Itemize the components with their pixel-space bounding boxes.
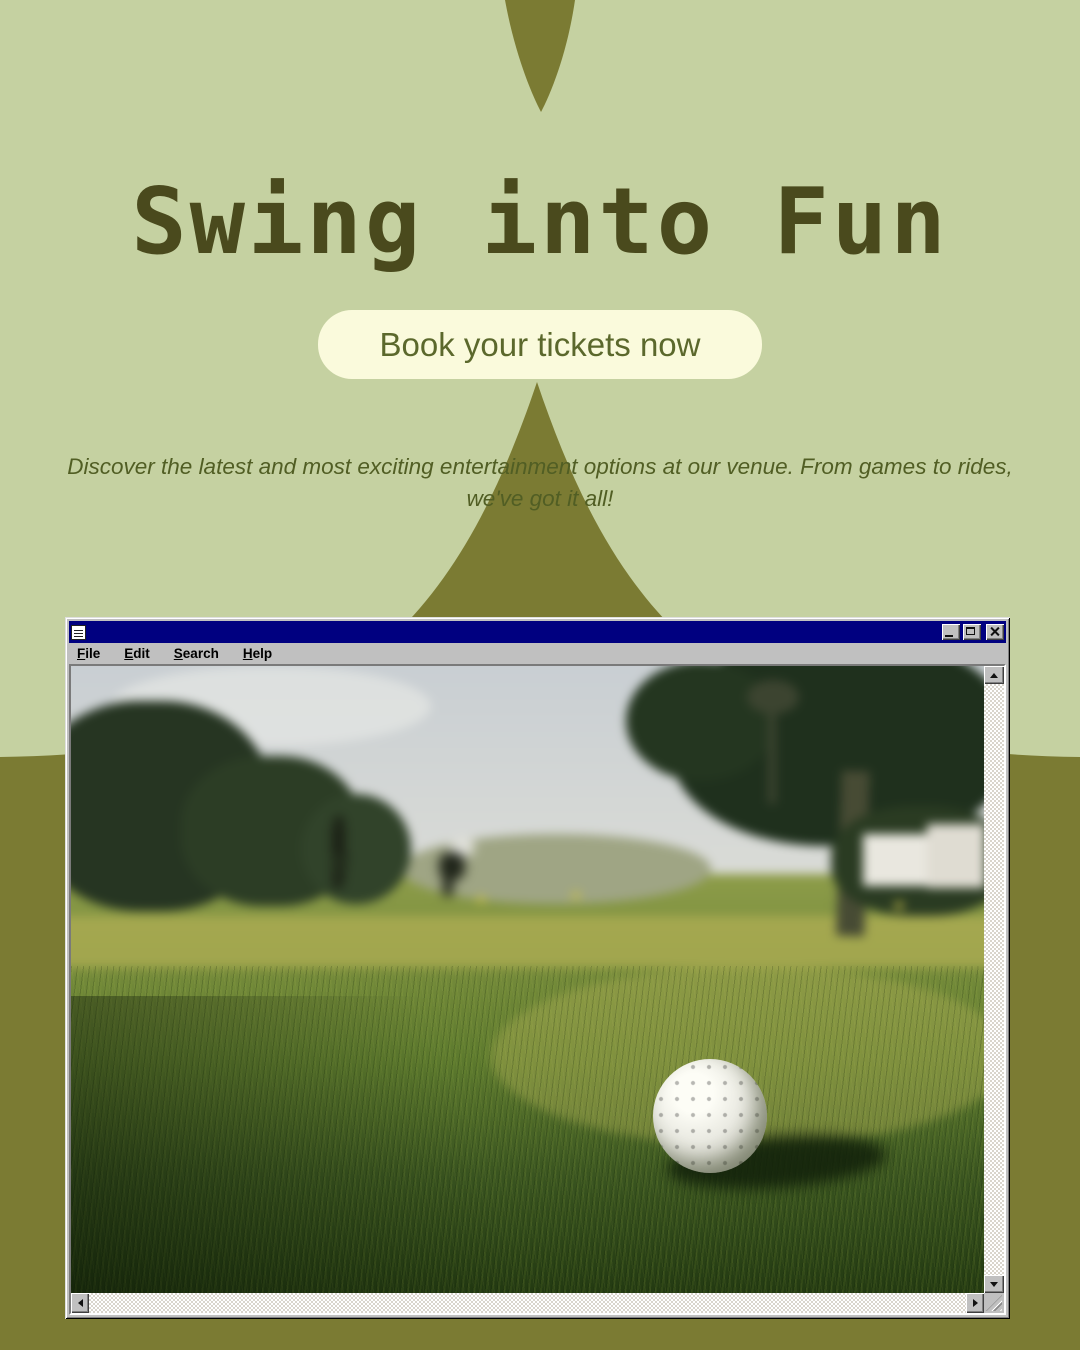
scroll-down-button[interactable] — [984, 1275, 1004, 1293]
menu-search[interactable]: Search — [173, 646, 219, 661]
arrow-up-icon — [990, 673, 998, 678]
golf-ball — [653, 1059, 767, 1173]
bending-golfer — [433, 838, 479, 896]
vertical-scrollbar[interactable] — [984, 666, 1004, 1293]
notepad-icon — [71, 625, 86, 640]
yellow-ball — [571, 892, 581, 899]
scroll-up-button[interactable] — [984, 666, 1004, 684]
standing-golfer — [329, 816, 349, 894]
menu-help[interactable]: Help — [242, 646, 273, 661]
scroll-left-button[interactable] — [71, 1293, 89, 1313]
window-titlebar[interactable] — [69, 621, 1006, 643]
maximize-icon — [966, 627, 975, 635]
white-building — [927, 824, 984, 888]
close-button[interactable] — [986, 624, 1004, 640]
maximize-button[interactable] — [963, 624, 981, 640]
resize-grip[interactable] — [984, 1293, 1004, 1313]
arrow-down-icon — [990, 1282, 998, 1287]
window-client-area — [69, 664, 1006, 1315]
vertical-scroll-track[interactable] — [984, 684, 1004, 1275]
book-tickets-button[interactable]: Book your tickets now — [318, 310, 762, 379]
menu-edit[interactable]: Edit — [124, 646, 150, 661]
page-title: Swing into Fun — [131, 168, 949, 275]
minimize-button[interactable] — [942, 624, 960, 640]
left-bush — [301, 794, 411, 904]
yellow-ball — [894, 902, 904, 909]
top-spike-shape — [505, 0, 575, 112]
arrow-right-icon — [973, 1299, 978, 1307]
menu-file[interactable]: File — [77, 646, 101, 661]
hero-description: Discover the latest and most exciting entertainment options at our venue. From games to rides, we've got it all! — [67, 453, 1013, 512]
white-building — [863, 834, 933, 886]
horizontal-scrollbar[interactable] — [71, 1293, 984, 1313]
far-palm-top — [747, 680, 799, 714]
golf-course-photo — [71, 666, 984, 1293]
close-icon — [989, 626, 1000, 637]
palm-canopy — [626, 666, 776, 781]
horizontal-scroll-track[interactable] — [89, 1293, 966, 1313]
scroll-right-button[interactable] — [966, 1293, 984, 1313]
minimize-icon — [945, 635, 953, 637]
yellow-ball — [476, 896, 486, 903]
arrow-left-icon — [78, 1299, 83, 1307]
win95-window — [65, 617, 1010, 1319]
window-menubar — [69, 643, 1006, 664]
